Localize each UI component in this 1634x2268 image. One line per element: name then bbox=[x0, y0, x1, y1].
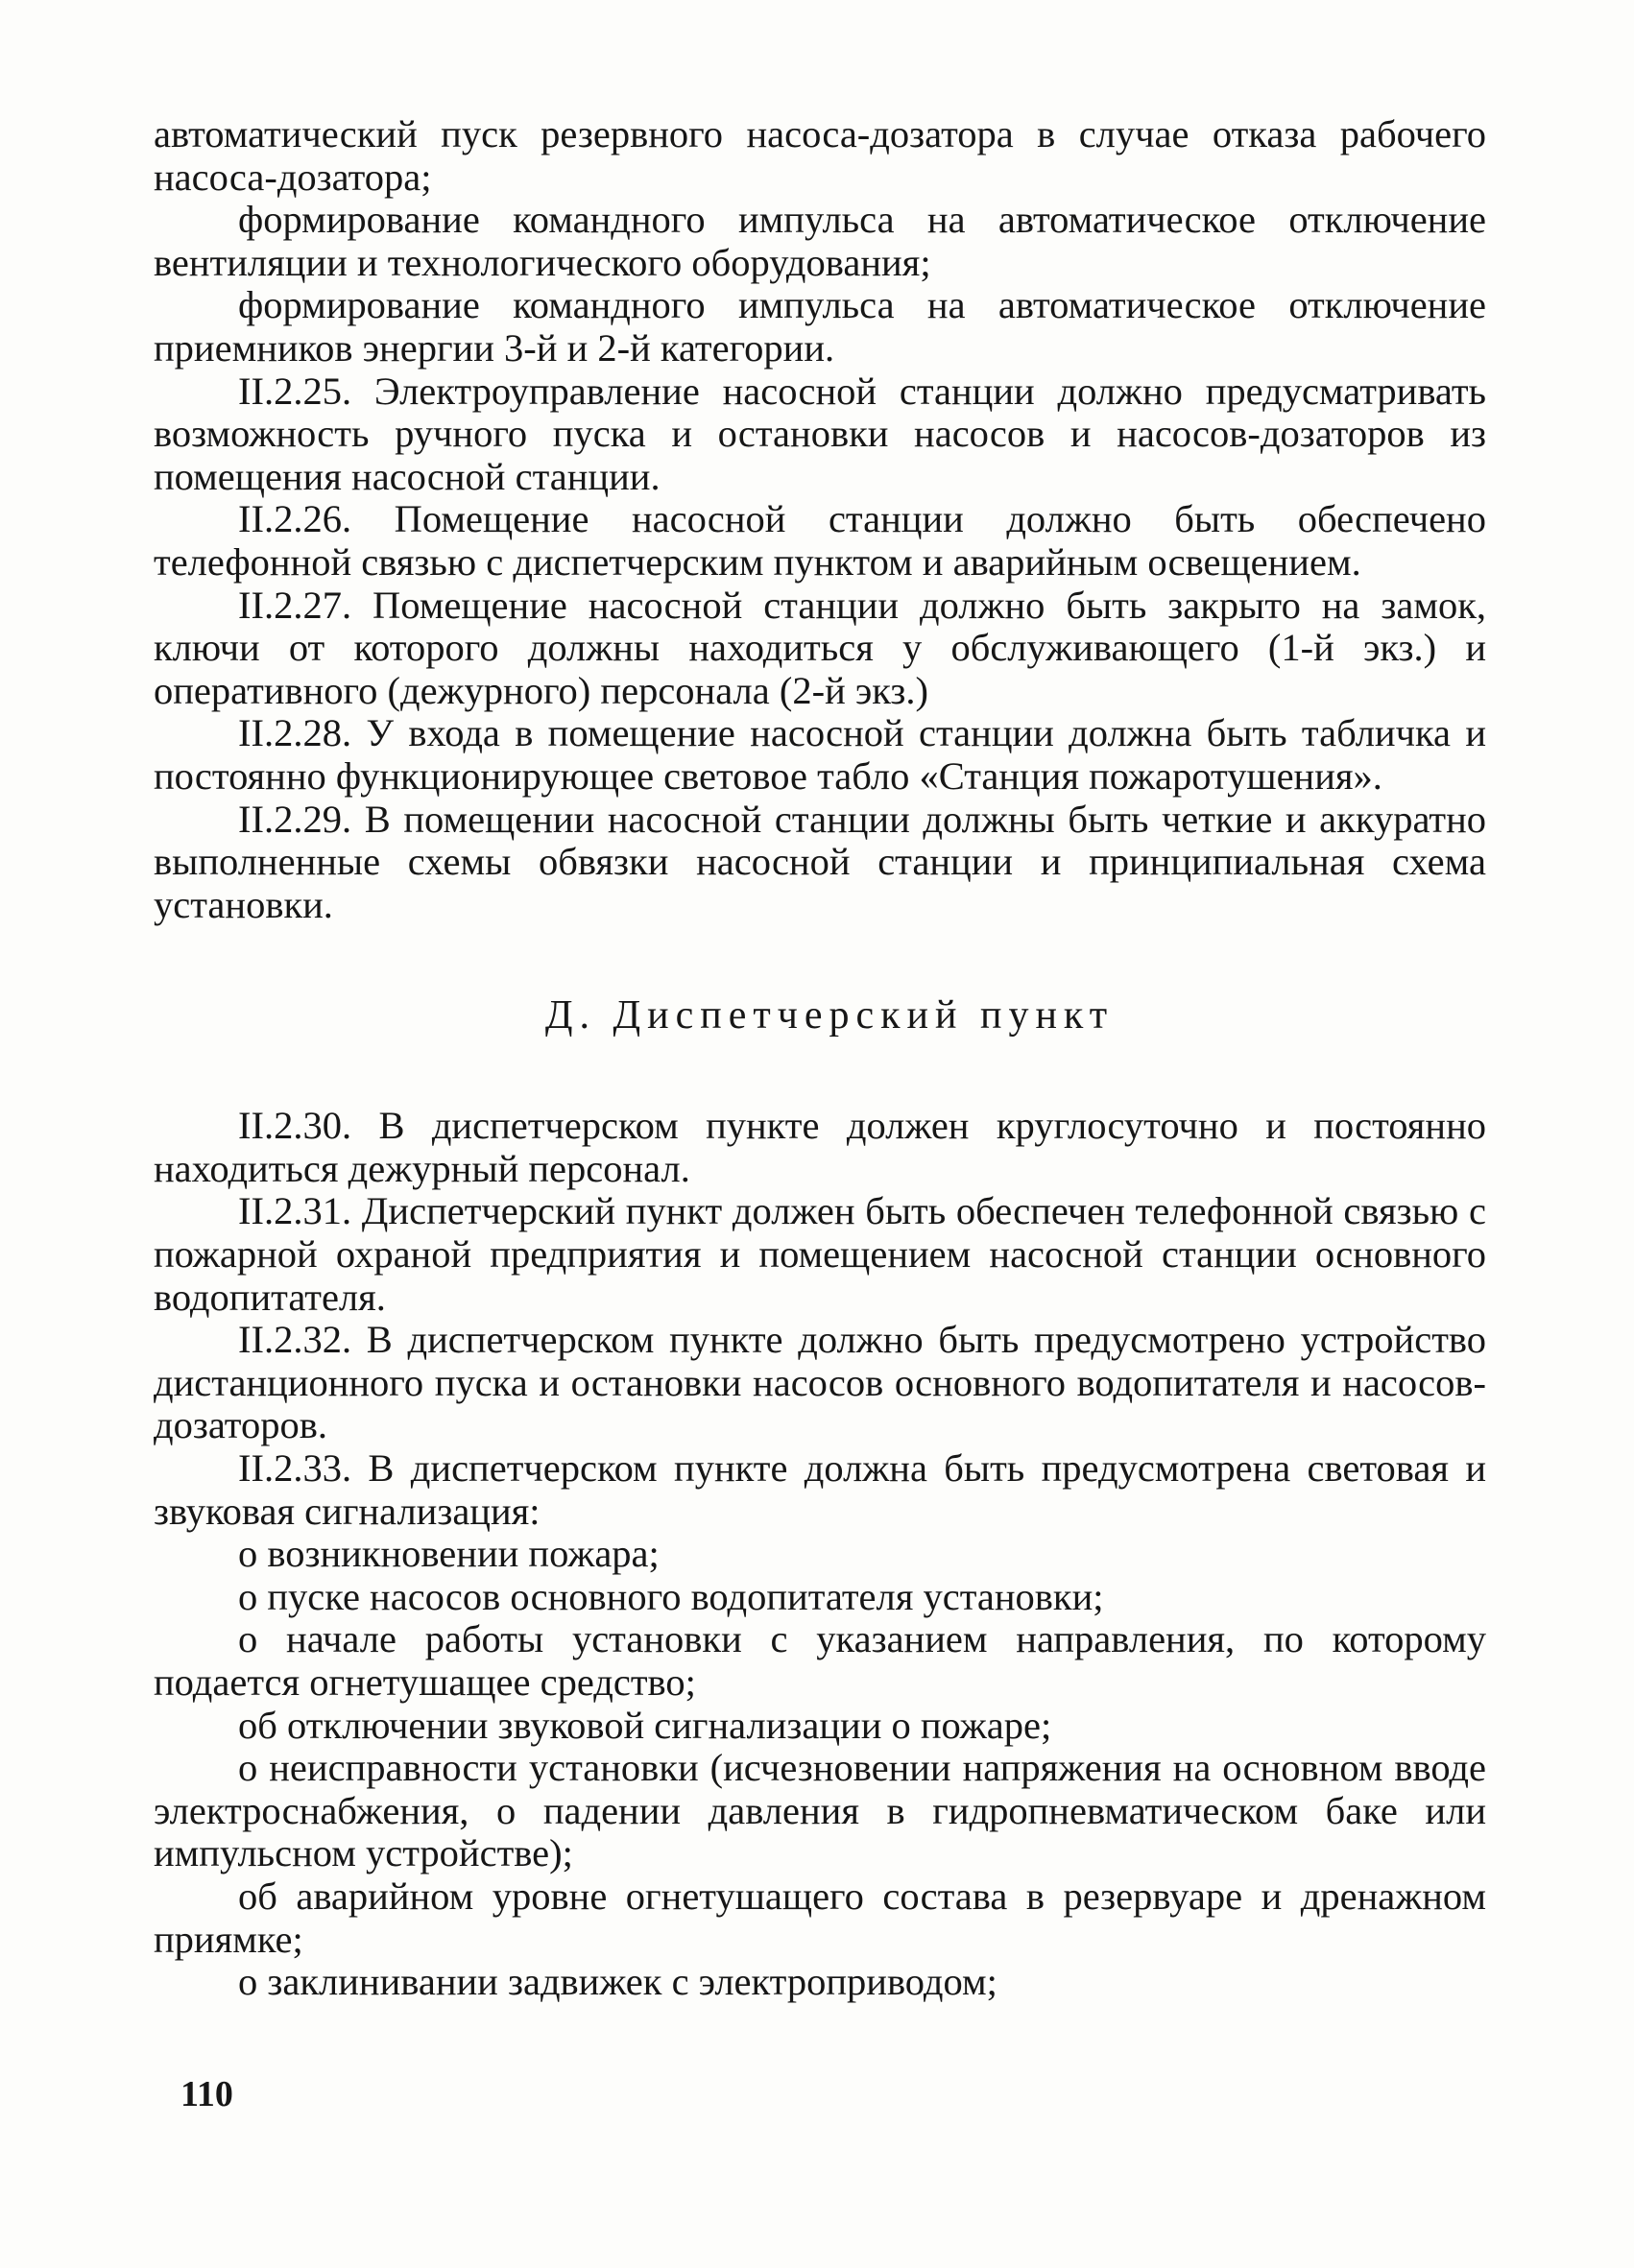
paragraph-2-30: II.2.30. В диспетчерском пункте должен круглосуточно и постоянно находиться дежурный персонал. bbox=[154, 1104, 1486, 1190]
paragraph-2-26: II.2.26. Помещение насосной станции должно быть обеспечено телефонной связью с диспетчерским пунктом и аварийным освещением. bbox=[154, 497, 1486, 584]
paragraph-2-29: II.2.29. В помещении насосной станции должны быть четкие и аккуратно выполненные схемы обвязки насосной станции и принципиальная схема установки. bbox=[154, 797, 1486, 926]
paragraph-2-28: II.2.28. У входа в помещение насосной станции должна быть табличка и постоянно функционирующее световое табло «Станция пожаротушения». bbox=[154, 711, 1486, 798]
page-body bbox=[154, 113, 1486, 2004]
list-item: о начале работы установки с указанием направления, по которому подается огнетушащее средство; bbox=[154, 1617, 1486, 1704]
list-item: об отключении звуковой сигнализации о пожаре; bbox=[238, 1703, 1052, 1747]
paragraph-2-33: II.2.33. В диспетчерском пункте должна быть предусмотрена световая и звуковая сигнализация: bbox=[154, 1446, 1486, 1533]
list-item: о заклинивании задвижек с электроприводом; bbox=[238, 1960, 997, 2004]
paragraph-2-31: II.2.31. Диспетчерский пункт должен быть обеспечен телефонной связью с пожарной охраной предприятия и помещением насосной станции основного водопитателя. bbox=[154, 1189, 1486, 1319]
paragraph-2-27: II.2.27. Помещение насосной станции должно быть закрыто на замок, ключи от которого должны находиться у обслуживающего (1-й экз.) и оперативного (дежурного) персонала (2-й экз.) bbox=[154, 583, 1486, 712]
list-item: об аварийном уровне огнетушащего состава в резервуаре и дренажном приямке; bbox=[154, 1874, 1486, 1961]
paragraph-2-25: II.2.25. Электроуправление насосной станции должно предусматривать возможность ручного пуска и остановки насосов и насосов-дозаторов из помещения насосной станции. bbox=[154, 369, 1486, 498]
list-item: формирование командного импульса на автоматическое отключение вентиляции и технологического оборудования; bbox=[154, 198, 1486, 284]
list-item: о возникновении пожара; bbox=[238, 1532, 660, 1576]
list-item: автоматический пуск резервного насоса-дозатора в случае отказа рабочего насоса-дозатора; bbox=[154, 112, 1486, 199]
list-item: формирование командного импульса на автоматическое отключение приемников энергии 3-й и 2-й категории. bbox=[154, 283, 1486, 370]
list-item: о пуске насосов основного водопитателя установки; bbox=[238, 1574, 1104, 1618]
list-item: о неисправности установки (исчезновении напряжения на основном вводе электроснабжения, о падении давления в гидропневматическом баке или импульсном устройстве); bbox=[154, 1746, 1486, 1875]
page-number: 110 bbox=[180, 2074, 233, 2114]
paragraph-2-32: II.2.32. В диспетчерском пункте должно быть предусмотрено устройство дистанционного пуска и остановки насосов основного водопитателя и насосов-дозаторов. bbox=[154, 1318, 1486, 1447]
section-heading: Д. Диспетчерский пункт bbox=[544, 993, 1115, 1039]
